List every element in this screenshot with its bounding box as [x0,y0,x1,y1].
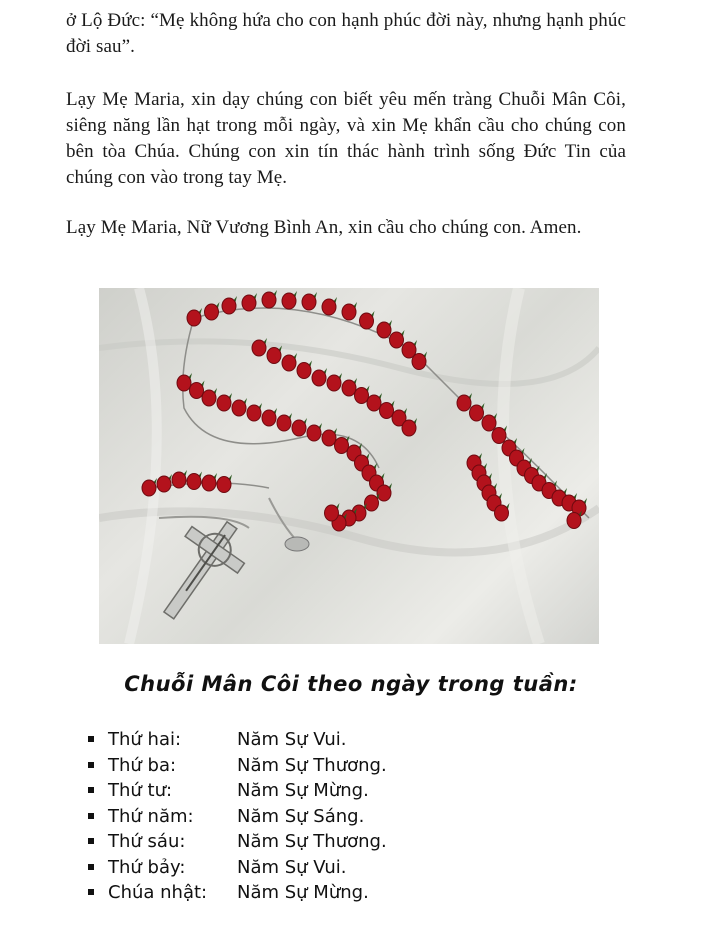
rose-bud [492,428,506,444]
rose-bud [202,475,216,491]
schedule-day: Thứ hai: [108,729,182,750]
section-title: Chuỗi Mân Côi theo ngày trong tuần: [124,672,578,696]
rose-bud [202,390,216,406]
rose-bud [495,505,509,521]
schedule-mystery: Năm Sự Vui. [237,729,347,750]
schedule-day: Thứ ba: [108,754,177,776]
square-bullet-icon [88,813,94,819]
rose-bud [205,304,219,320]
paragraph-lourdes-quote: ở Lộ Đức: “Mẹ không hứa cho con hạnh phúc đời này, nhưng hạnh phúc đời sau”. [66,10,626,57]
square-bullet-icon [88,864,94,870]
rose-bud [322,430,336,446]
paragraph-prayer: Lạy Mẹ Maria, xin dạy chúng con biết yêu mến tràng Chuỗi Mân Côi, siêng năng lần hạt trong mỗi ngày, và xin Mẹ khẩn cầu cho chúng con bên tòa Chúa. Chúng con xin tín thác hành trình sống Đức Tin của chúng con vào trong tay Mẹ. [66,89,626,188]
rose-bud [217,395,231,411]
schedule-mystery: Năm Sự Mừng. [237,780,369,801]
rose-bud [292,420,306,436]
crucifix-icon [143,507,259,634]
rose-bud [482,415,496,431]
rose-bud [267,348,281,364]
square-bullet-icon [88,889,94,895]
rose-bud [312,370,326,386]
rose-bud [342,304,356,320]
rose-bud [377,322,391,338]
schedule-day: Thứ sáu: [108,831,186,852]
schedule-day: Thứ tư: [108,780,173,801]
rose-bud [142,480,156,496]
square-bullet-icon [88,736,94,742]
rose-bud [327,375,341,391]
rose-bud [412,354,426,370]
rose-bud [187,474,201,490]
rosary-illustration [99,288,599,644]
rose-bud [325,505,339,521]
rose-rosary-photo [99,288,599,644]
rose-bud [282,293,296,309]
rose-bud [342,380,356,396]
rose-bud [360,313,374,329]
rose-bud [222,298,236,314]
rose-bud [390,332,404,348]
rose-bud [282,355,296,371]
rose-bud [302,294,316,310]
rose-bud [457,395,471,411]
rose-bud [187,310,201,326]
rose-bud [322,299,336,315]
rose-bud [242,295,256,311]
rose-bud [367,395,381,411]
schedule-day: Thứ năm: [108,805,194,827]
rose-bud [190,383,204,399]
schedule-day: Thứ bảy: [108,856,186,878]
rose-bud [380,403,394,419]
rose-bud [355,388,369,404]
schedule-mystery: Năm Sự Sáng. [237,805,365,827]
rose-bud [377,485,391,501]
schedule-mystery: Năm Sự Mừng. [237,882,369,903]
rose-bud [262,410,276,426]
schedule-day: Chúa nhật: [108,882,208,903]
rose-bud [172,472,186,488]
schedule-mystery: Năm Sự Vui. [237,856,347,878]
rose-bud [232,400,246,416]
paragraph-closing-prayer: Lạy Mẹ Maria, Nữ Vương Bình An, xin cầu cho chúng con. Amen. [66,217,582,238]
rose-bud [252,340,266,356]
rose-bud [470,405,484,421]
rose-bud [262,292,276,308]
rose-bud [247,405,261,421]
rose-bud [217,477,231,493]
rose-bud [365,495,379,511]
rose-bud [567,513,581,529]
rose-bud [335,438,349,454]
square-bullet-icon [88,838,94,844]
rose-bud [297,363,311,379]
rose-bud [277,415,291,431]
schedule-mystery: Năm Sự Thương. [237,754,387,776]
rose-bud [177,375,191,391]
rose-bud [402,420,416,436]
rose-bud [157,476,171,492]
square-bullet-icon [88,787,94,793]
schedule-mystery: Năm Sự Thương. [237,831,387,852]
square-bullet-icon [88,762,94,768]
rose-bud [307,425,321,441]
